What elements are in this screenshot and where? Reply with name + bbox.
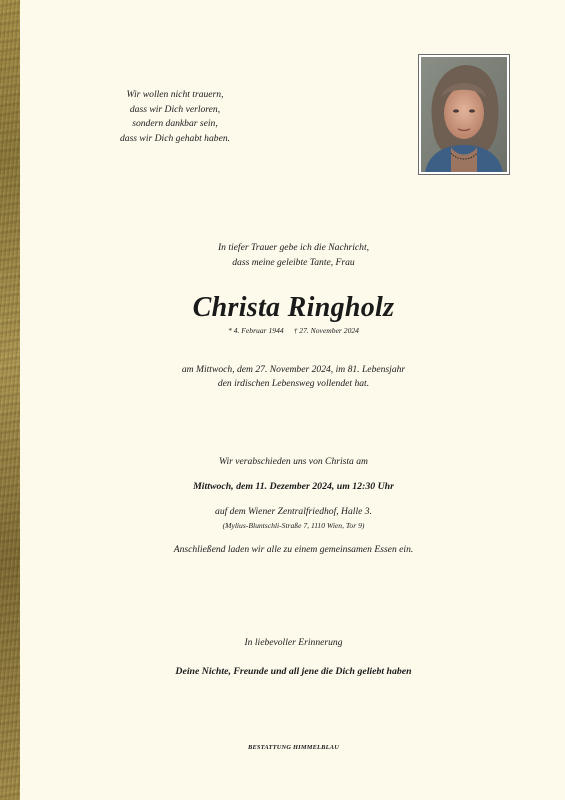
ceremony-location: auf dem Wiener Zentralfriedhof, Halle 3. [215, 506, 372, 517]
memory-line: In liebevoller Erinnerung [244, 637, 343, 648]
mourners-signature: Deine Nichte, Freunde und all jene die Dich geliebt haben [175, 666, 412, 677]
portrait-photo-frame [418, 54, 510, 175]
death-date: † 27. November 2024 [293, 326, 359, 335]
portrait-photo [421, 57, 507, 172]
motto-line: dass wir Dich gehabt haben. [119, 132, 231, 144]
motto-line: dass wir Dich verloren, [129, 103, 221, 115]
motto-line: Wir wollen nicht trauern, [126, 89, 224, 100]
life-dates [22, 326, 565, 335]
birth-date: * 4. Februar 1944 [228, 326, 284, 335]
funeral-home-name: BESTATTUNG HIMMELBLAU [247, 744, 340, 751]
motto-line: sondern dankbar sein, [132, 118, 218, 130]
announcement-line: dass meine geleibte Tante, Frau [232, 257, 355, 268]
farewell-intro: Wir verabschieden uns von Christa am [219, 456, 368, 467]
decorative-border-strip [0, 0, 20, 800]
passing-line: den irdischen Lebensweg vollendet hat. [217, 378, 370, 389]
memorial-motto [95, 88, 255, 146]
death-announcement [22, 240, 565, 270]
meal-invitation: Anschließend laden wir alle zu einem gemeinsamen Essen ein. [173, 544, 414, 555]
passing-line: am Mittwoch, dem 27. November 2024, im 81. Lebensjahr [181, 364, 406, 375]
announcement-line: In tiefer Trauer gebe ich die Nachricht, [217, 242, 370, 253]
ceremony-datetime: Mittwoch, dem 11. Dezember 2024, um 12:30 Uhr [193, 481, 394, 492]
ceremony-address: (Mylius-Bluntschli-Straße 7, 1110 Wien, Tor 9) [222, 521, 365, 530]
passing-notice [22, 363, 565, 391]
deceased-name: Christa Ringholz [192, 292, 395, 323]
